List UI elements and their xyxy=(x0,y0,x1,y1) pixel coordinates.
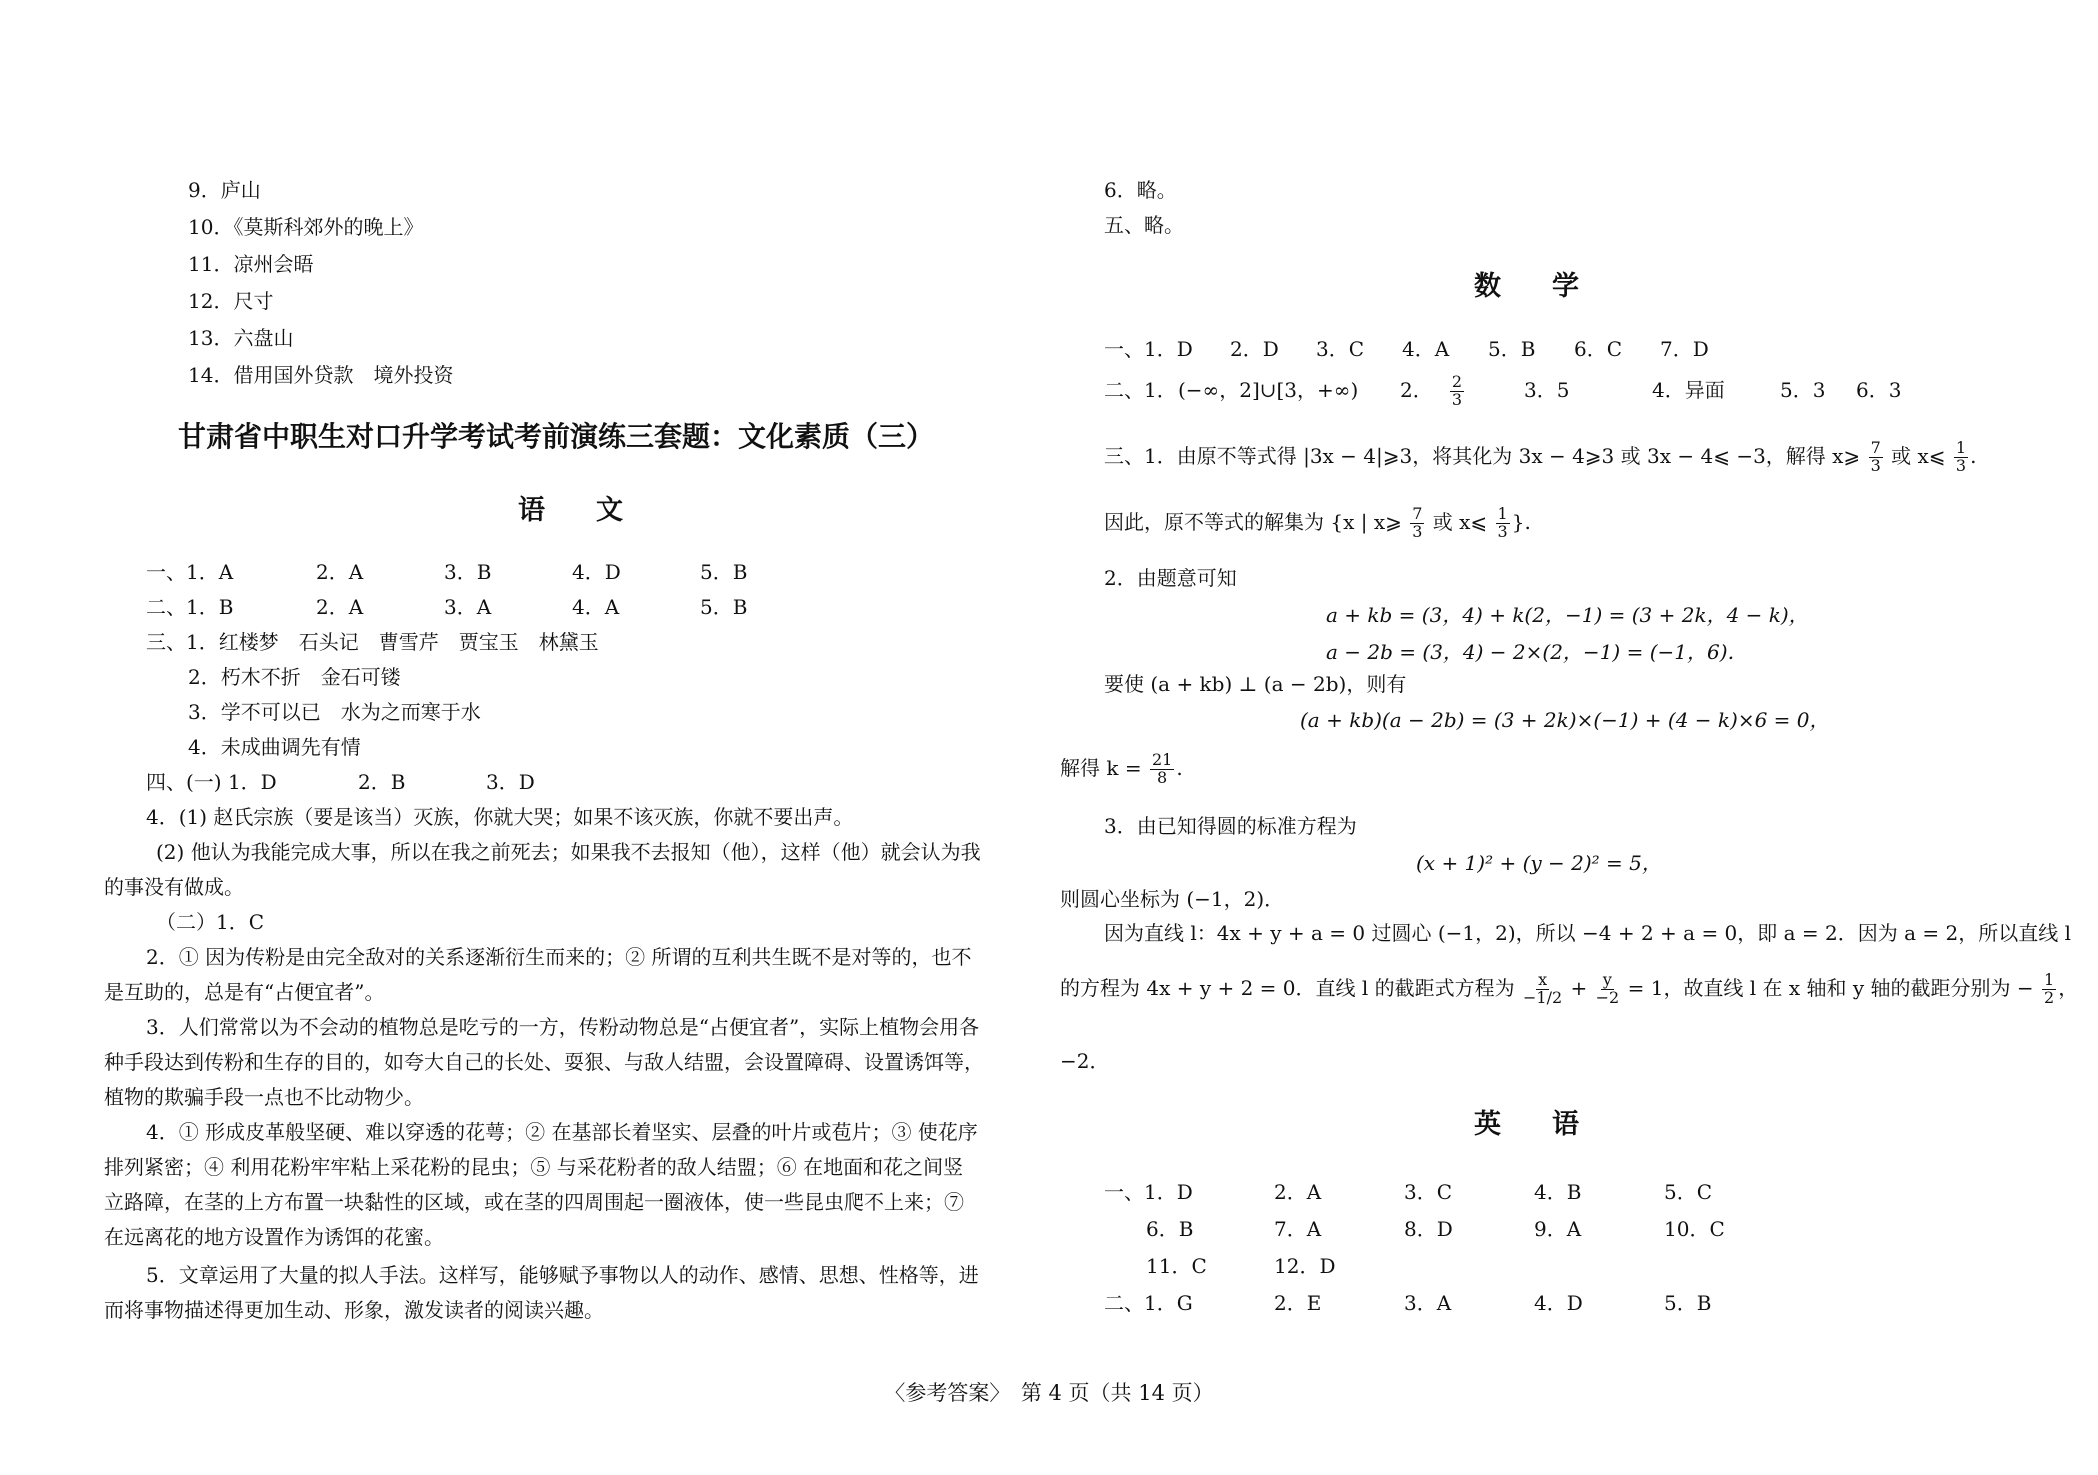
math-line: 的方程为 4x + y + 2 = 0．直线 l 的截距式方程为 $\frac{x}{-1/2}$ + $\frac{y}{-2}$ = 1，故直线 l 在 x 轴和 y 轴的截距分别为 − $\frac{1}{2}$ ， xyxy=(1060,970,2079,1007)
paragraph-line: 是互助的，总是有“占便宜者”。 xyxy=(104,980,385,1004)
paragraph-line: 3．人们常常以为不会动的植物总是吃亏的一方，传粉动物总是“占便宜者”，实际上植物会用各 xyxy=(146,1015,980,1039)
answer-row xyxy=(1104,338,1709,360)
fraction: $\frac{7}{3}$ xyxy=(1412,504,1423,541)
page-footer: 〈参考答案〉 第 4 页（共 14 页） xyxy=(884,1381,1214,1405)
answer-item: 10．《莫斯科郊外的晚上》 xyxy=(188,215,424,239)
math-line: 解得 k = $\frac{21}{8}$ . xyxy=(1060,750,1183,787)
answer-line: 4．未成曲调先有情 xyxy=(188,735,361,759)
fraction: $\frac{21}{8}$ xyxy=(1151,750,1173,787)
answer-line: 三、1．红楼梦 石头记 曹雪芹 贾宝玉 林黛玉 xyxy=(146,630,599,654)
answer-line: 3．学不可以已 水为之而寒于水 xyxy=(188,700,481,724)
paragraph-line: 在远离花的地方设置作为诱饵的花蜜。 xyxy=(104,1225,444,1249)
fraction: $\frac{x}{-1/2}$ xyxy=(1523,970,1563,1007)
equation: a + kb = (3，4) + k(2，−1) = (3 + 2k，4 − k)， xyxy=(1326,603,1809,627)
fraction: $\frac{7}{3}$ xyxy=(1870,438,1881,475)
answer-cell: (−∞，2]∪[3，+∞) xyxy=(1178,377,1359,402)
math-line: 要使 (a + kb) ⊥ (a − 2b)，则有 xyxy=(1104,672,1407,696)
math-line: 2．由题意可知 xyxy=(1104,566,1237,590)
answer-cell: 9．A xyxy=(1534,1217,1582,1241)
math-line: 三、1．由原不等式得 |3x − 4|⩾3，将其化为 3x − 4⩾3 或 3x − 4⩽ −3，解得 x⩾ $\frac{7}{3}$ 或 x⩽ $\frac{1}{3}$ . xyxy=(1104,438,1977,475)
equation: (x + 1)² + (y − 2)² = 5， xyxy=(1416,851,1662,875)
equation: (a + kb)(a − 2b) = (3 + 2k)×(−1) + (4 − k)×6 = 0， xyxy=(1300,708,1830,732)
section-heading-english: 英 语 xyxy=(1474,1109,1591,1140)
fraction: $\frac{1}{3}$ xyxy=(1955,438,1967,475)
answer-cell: 3．C xyxy=(1316,337,1365,361)
answer-cell: 7．A xyxy=(1274,1217,1322,1241)
answer-row xyxy=(1146,1218,1725,1240)
fraction: $\frac{1}{2}$ xyxy=(2044,970,2055,1007)
answer-cell: 7．D xyxy=(1660,337,1709,361)
answer-cell: 2．D xyxy=(1230,337,1279,361)
answer-cell: 5．B xyxy=(700,595,748,619)
answer-cell: 4．异面 xyxy=(1652,377,1725,402)
answer-cell: 4．D xyxy=(1534,1291,1583,1315)
answer-cell: 3．D xyxy=(486,770,535,794)
answer-cell: 3．A xyxy=(1404,1291,1452,1315)
answer-row xyxy=(1146,1255,1335,1277)
math-line: 则圆心坐标为 (−1，2)． xyxy=(1060,887,1285,911)
answer-item: 14．借用国外贷款 境外投资 xyxy=(188,363,454,387)
answer-row xyxy=(1104,374,1901,409)
answer-cell: 5．B xyxy=(1488,337,1536,361)
answer-cell: 2．B xyxy=(358,770,406,794)
math-line: 3．由已知得圆的标准方程为 xyxy=(1104,814,1357,838)
equation: a − 2b = (3，4) − 2×(2，−1) = (−1，6)． xyxy=(1326,640,1748,664)
answer-cell: 5．C xyxy=(1664,1180,1713,1204)
answer-row xyxy=(146,596,747,618)
paragraph-line: 5．文章运用了大量的拟人手法。这样写，能够赋予事物以人的动作、感情、思想、性格等，进 xyxy=(146,1263,979,1287)
paragraph-line: 排列紧密；④ 利用花粉牢牢粘上采花粉的昆虫；⑤ 与采花粉者的敌人结盟；⑥ 在地面和花之间竖 xyxy=(104,1155,964,1179)
answer-cell: 一、1．D xyxy=(1104,1180,1193,1204)
answer-row xyxy=(1104,1292,1711,1314)
answer-cell: 四、(一) 1．D xyxy=(146,770,277,794)
paragraph-line: 的事没有做成。 xyxy=(104,875,244,899)
paragraph-line: (2) 他认为我能完成大事，所以在我之前死去；如果我不去报知（他），这样（他）就会认为我 xyxy=(156,840,981,864)
answer-cell: 4．A xyxy=(1402,337,1450,361)
answer-cell: 3．B xyxy=(444,560,492,584)
answer-cell: 12．D xyxy=(1274,1254,1336,1278)
paragraph-line: 4．(1) 赵氏宗族（要是该当）灭族，你就大哭；如果不该灭族，你就不要出声。 xyxy=(146,805,854,829)
answer-cell: 二、1． xyxy=(1104,377,1177,402)
paragraph-line: 种手段达到传粉和生存的目的，如夸大自己的长处、耍狠、与敌人结盟，会设置障碍、设置诱饵等， xyxy=(104,1050,984,1074)
answer-line: 6．略。 xyxy=(1104,178,1177,202)
answer-row xyxy=(1104,1181,1712,1203)
math-line: 因此，原不等式的解集为 {x | x⩾ $\frac{7}{3}$ 或 x⩽ $\frac{1}{3}$ }. xyxy=(1104,504,1531,541)
answer-cell: 2． xyxy=(1400,377,1433,402)
answer-cell: 一、1．A xyxy=(146,560,234,584)
paragraph-line: （二）1．C xyxy=(156,910,265,934)
answer-item: 13．六盘山 xyxy=(188,326,294,350)
answer-cell: 5．B xyxy=(700,560,748,584)
paragraph-line: 4．① 形成皮革般坚硬、难以穿透的花萼；② 在基部长着坚实、层叠的叶片或苞片；③ 使花序 xyxy=(146,1120,978,1144)
answer-cell: 4．A xyxy=(572,595,620,619)
paragraph-line: 立路障，在茎的上方布置一块黏性的区域，或在茎的四周围起一圈液体，使一些昆虫爬不上来；⑦ xyxy=(104,1190,964,1214)
answer-cell: 2．A xyxy=(1274,1180,1322,1204)
fraction: $\frac{2}{3}$ xyxy=(1451,372,1463,409)
answer-cell: 4．D xyxy=(572,560,621,584)
answer-cell: 3．5 xyxy=(1524,377,1570,402)
section-heading-chinese: 语 文 xyxy=(518,495,635,526)
answer-item: 12．尺寸 xyxy=(188,289,274,313)
fraction: $\frac{1}{3}$ xyxy=(1497,504,1508,541)
page-title: 甘肃省中职生对口升学考试考前演练三套题：文化素质（三） xyxy=(178,420,935,453)
answer-cell: 一、1．D xyxy=(1104,337,1193,361)
paragraph-line: 2．① 因为传粉是由完全敌对的关系逐渐衍生而来的；② 所谓的互利共生既不是对等的，也不 xyxy=(146,945,972,969)
paragraph-line: 植物的欺骗手段一点也不比动物少。 xyxy=(104,1085,424,1109)
answer-cell: 5．3 xyxy=(1780,377,1826,402)
answer-item: 11．凉州会晤 xyxy=(188,252,314,276)
answer-line: 2．朽木不折 金石可镂 xyxy=(188,665,401,689)
answer-cell: 3．A xyxy=(444,595,492,619)
answer-cell: 2．E xyxy=(1274,1291,1322,1315)
answer-cell: 5．B xyxy=(1664,1291,1712,1315)
section-heading-math: 数 学 xyxy=(1474,271,1591,302)
answer-cell: 3．C xyxy=(1404,1180,1453,1204)
paragraph-line: 而将事物描述得更加生动、形象，激发读者的阅读兴趣。 xyxy=(104,1298,604,1322)
answer-row xyxy=(146,561,747,583)
math-line: −2． xyxy=(1060,1049,1110,1073)
answer-cell: 8．D xyxy=(1404,1217,1453,1241)
answer-cell: 4．B xyxy=(1534,1180,1582,1204)
answer-cell: 二、1．G xyxy=(1104,1291,1193,1315)
answer-item: 9．庐山 xyxy=(188,178,261,202)
answer-cell: 2．A xyxy=(316,560,364,584)
math-line: 因为直线 l：4x + y + a = 0 过圆心 (−1，2)，所以 −4 + 2 + a = 0，即 a = 2．因为 a = 2，所以直线 l xyxy=(1104,921,2071,945)
answer-cell: 6．C xyxy=(1574,337,1623,361)
answer-cell: 10．C xyxy=(1664,1217,1725,1241)
answer-cell: 6．B xyxy=(1146,1217,1194,1241)
answer-row xyxy=(146,771,535,793)
answer-cell: 6．3 xyxy=(1856,377,1902,402)
answer-cell: 11．C xyxy=(1146,1254,1207,1278)
fraction: $\frac{y}{-2}$ xyxy=(1595,970,1620,1007)
answer-cell: 2．A xyxy=(316,595,364,619)
answer-line: 五、略。 xyxy=(1104,213,1184,237)
answer-cell: 二、1．B xyxy=(146,595,234,619)
